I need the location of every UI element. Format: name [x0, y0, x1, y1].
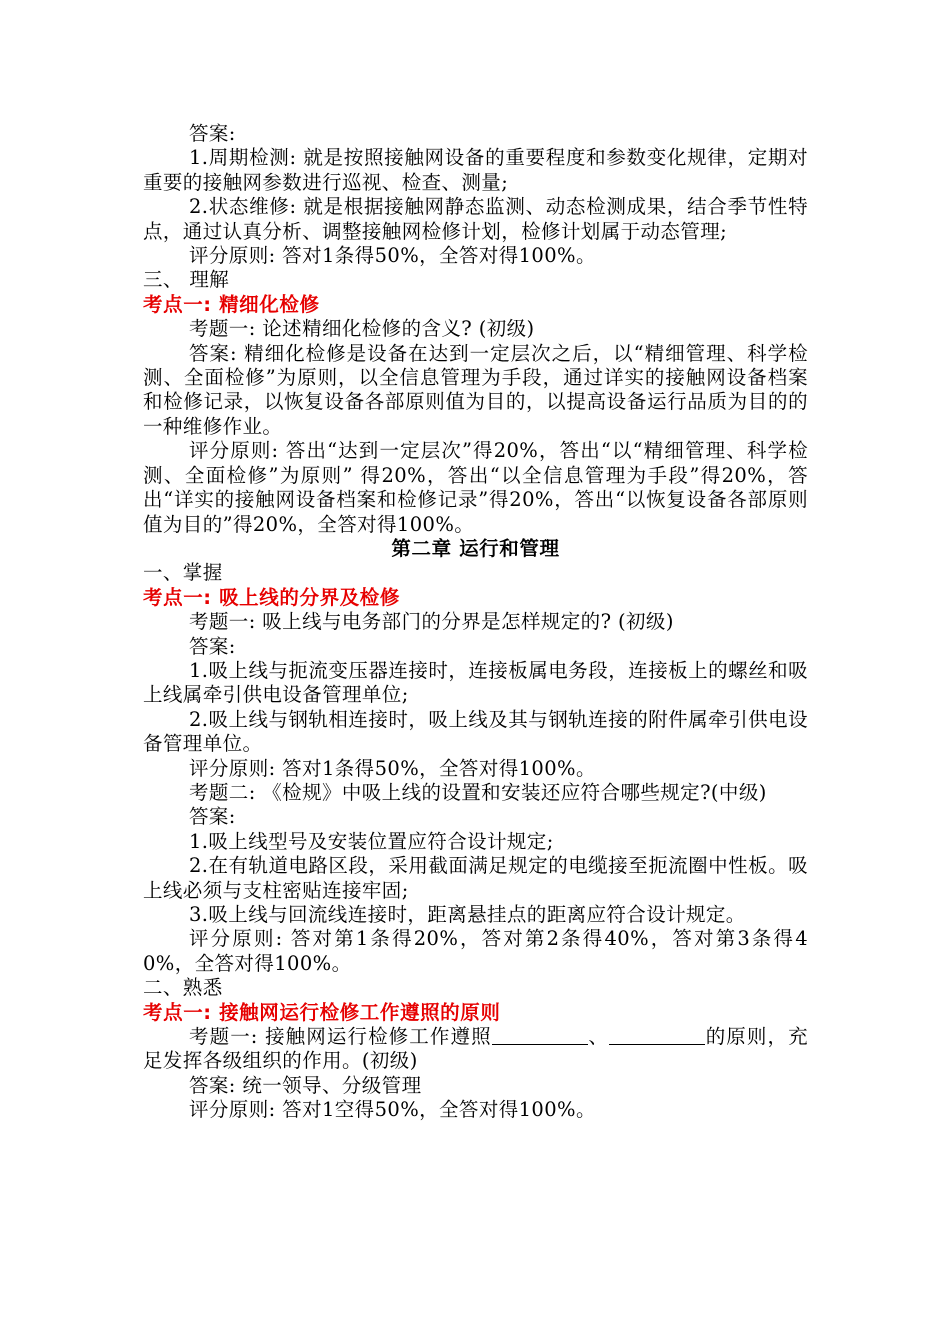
section-heading: 二、熟悉 — [143, 976, 223, 1000]
chapter-title: 第二章 运行和管理 — [391, 536, 560, 560]
key-point-heading: 考点一: 接触网运行检修工作遵照的原则 — [143, 1000, 501, 1024]
answer-blank — [492, 1026, 588, 1045]
paragraph: 答案: 精细化检修是设备在达到一定层次之后，以“精细管理、科学检测、全面检修”为原则，以全信息管理为手段，通过详实的接触网设备档案和检修记录，以恢复设备各部原则值为目的，以提高设备运行品质为目的的一种维修作业。 — [143, 341, 808, 438]
paragraph: 评分原则: 答对1空得50%，全答对得100%。 — [189, 1098, 596, 1122]
paragraph: 1.周期检测: 就是按照接触网设备的重要程度和参数变化规律，定期对重要的接触网参数进行巡视、检查、测量; — [143, 146, 808, 194]
fill-in-question — [143, 1025, 808, 1074]
paragraph: 评分原则: 答对第1条得20%，答对第2条得40%，答对第3条得40%，全答对得100%。 — [143, 927, 808, 975]
paragraph: 评分原则: 答出“达到一定层次”得20%，答出“以“精细管理、科学检测、全面检修”为原则” 得20%，答出“以全信息管理为手段”得20%，答出“详实的接触网设备档案和检修记录”得20%，答出“以恢复设备各部原则值为目的”得20%，全答对得100%。 — [143, 439, 808, 536]
section-heading: 三、 理解 — [143, 268, 230, 292]
question-text-after: 的原则，充足发挥各级组织的作用。(初级) — [143, 1025, 809, 1073]
document-page — [143, 122, 808, 1123]
paragraph: 考题一: 论述精细化检修的含义? (初级) — [189, 317, 535, 341]
paragraph: 评分原则: 答对1条得50%，全答对得100%。 — [189, 756, 596, 780]
question-text-before: 考题一: 接触网运行检修工作遵照 — [189, 1025, 492, 1049]
paragraph: 3.吸上线与回流线连接时，距离悬挂点的距离应符合设计规定。 — [189, 903, 746, 926]
answer-blank — [609, 1026, 705, 1045]
paragraph: 1.吸上线型号及安装位置应符合设计规定; — [189, 829, 554, 853]
paragraph: 答案: 统一领导、分级管理 — [189, 1073, 422, 1097]
paragraph: 考题二: 《检规》中吸上线的设置和安装还应符合哪些规定?(中级) — [189, 780, 767, 804]
paragraph: 答案: — [189, 805, 236, 829]
paragraph: 答案: — [189, 634, 236, 658]
key-point-heading: 考点一: 精细化检修 — [143, 292, 320, 316]
paragraph: 2.在有轨道电路区段，采用截面满足规定的电缆接至扼流圈中性板。吸上线必须与支柱密贴连接牢固; — [143, 854, 808, 902]
section-heading: 一、掌握 — [143, 561, 223, 585]
paragraph: 评分原则: 答对1条得50%，全答对得100%。 — [189, 244, 596, 268]
paragraph: 1.吸上线与扼流变压器连接时，连接板属电务段，连接板上的螺丝和吸上线属牵引供电设备管理单位; — [143, 658, 808, 707]
paragraph: 2.吸上线与钢轨相连接时，吸上线及其与钢轨连接的附件属牵引供电设备管理单位。 — [143, 707, 808, 756]
key-point-heading: 考点一: 吸上线的分界及检修 — [143, 585, 400, 609]
paragraph: 2.状态维修: 就是根据接触网静态监测、动态检测成果，结合季节性特点，通过认真分析、调整接触网检修计划，检修计划属于动态管理; — [143, 195, 808, 243]
question-text-between: 、 — [587, 1025, 609, 1049]
paragraph: 考题一: 吸上线与电务部门的分界是怎样规定的? (初级) — [189, 610, 674, 634]
paragraph: 答案: — [189, 122, 236, 145]
